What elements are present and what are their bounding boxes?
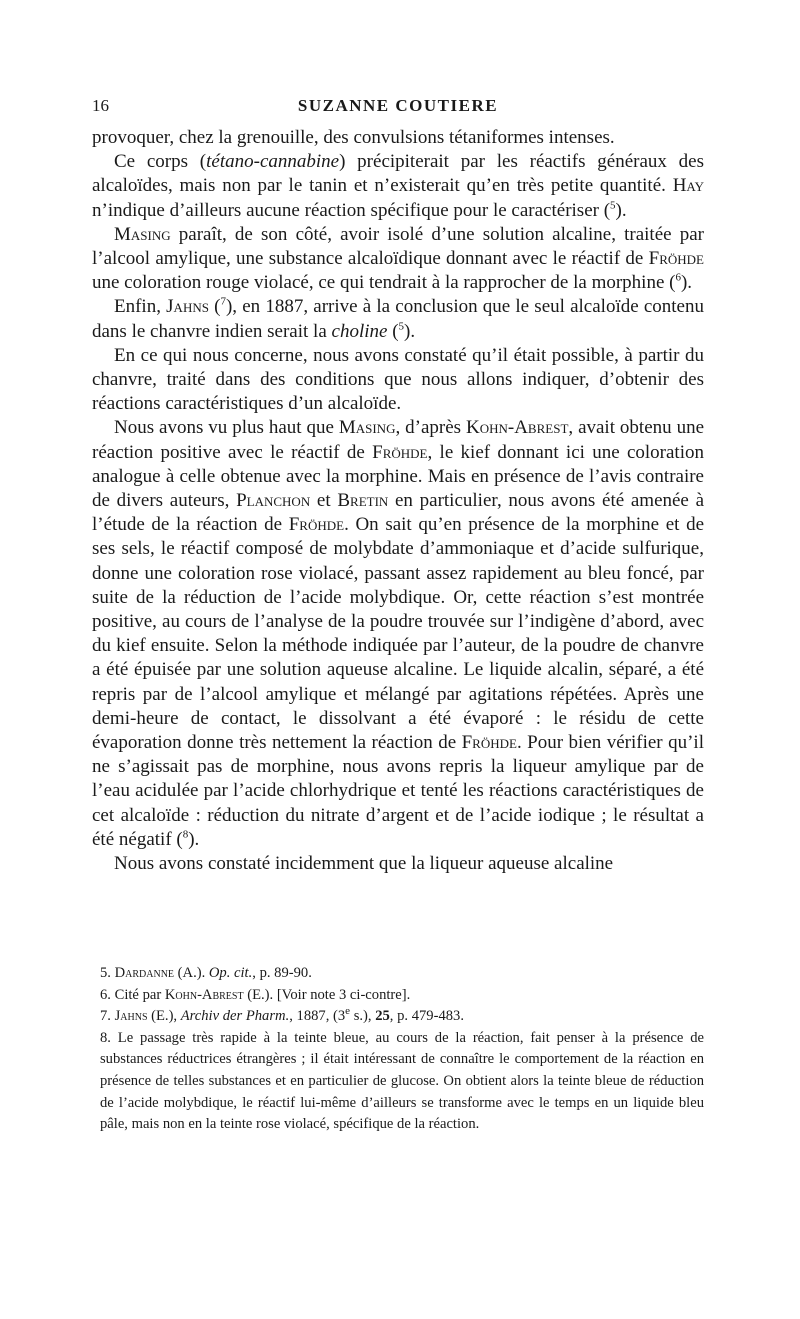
paragraph: Masing paraît, de son côté, avoir isolé d’une solution alcaline, traitée par l’alcool amylique, une substance alcaloïdique donnant avec le réactif de Fröhde une coloration rouge violacé, ce qui tendrait à la rapprocher de la morphine ($^6$).	[92, 223, 704, 294]
footnote-8: 8. Le passage très rapide à la teinte bleue, au cours de la réaction, fait penser à la présence de substances réductrices étrangères ; il était intéressant de connaître le comportement de la réaction en présence de telles substances et en particulier de glucose. On obtient alors la teinte bleue de réduction de l’acide molybdique, le réactif lui-même d’ailleurs se transforme avec le temps en un liquide bleu pâle, mais non en la teinte rose violacé, spécifique de la réaction.	[100, 1029, 704, 1133]
footnote-ref: 6	[675, 271, 681, 284]
paragraph: En ce qui nous concerne, nous avons constaté qu’il était possible, à partir du chanvre, traité dans des conditions que nous allons indiquer, d’obtenir des réactions caractéristiques d’un alcaloïde.	[92, 344, 704, 415]
author-name: Jahns	[114, 1008, 148, 1025]
author-name: Fröhde	[288, 514, 345, 536]
footnote-ref: 8	[182, 828, 189, 841]
paragraph: Nous avons constaté incidemment que la liqueur aqueuse alcaline	[114, 853, 614, 875]
footnote-7: 7. Jahns (E.), Archiv der Pharm., 1887, (3e s.), 25, p. 479-483.	[100, 1005, 464, 1025]
body-text	[92, 126, 704, 876]
footnote-5: 5. Dardanne (A.). Op. cit., p. 89-90.	[100, 965, 312, 981]
footnote-ref: 7	[220, 296, 226, 309]
author-name: Kohn-Abrest	[164, 986, 244, 1003]
author-name: Hay	[672, 175, 704, 197]
footnote-ref: 5	[610, 199, 616, 212]
author-name: Kohn-Abrest	[466, 417, 569, 439]
author-name: Jahns	[166, 296, 209, 318]
author-name: Fröhde	[461, 732, 517, 754]
page-number: 16	[92, 96, 109, 115]
author-name: Fröhde	[372, 441, 428, 463]
author-name: Masing	[114, 223, 171, 245]
paragraph: Enfin, Jahns ($^7$), en 1887, arrive à la conclusion que le seul alcaloïde contenu dans le chanvre indien serait la choline ($^5$).	[92, 296, 704, 342]
footnotes	[100, 963, 704, 1136]
footnote-6: 6. Cité par Kohn-Abrest (E.). [Voir note 3 ci-contre].	[100, 986, 411, 1003]
author-name: Masing	[338, 417, 396, 439]
author-name: Planchon	[236, 490, 311, 512]
author-name: Bretin	[337, 490, 389, 512]
running-head: SUZANNE COUTIERE	[297, 96, 499, 115]
paragraph: provoquer, chez la grenouille, des convulsions tétaniformes intenses.	[92, 127, 615, 148]
author-name: Dardanne	[114, 965, 175, 981]
footnote-ref: 5	[398, 320, 405, 333]
page-header	[92, 96, 704, 120]
paragraph: Nous avons vu plus haut que Masing, d’après Kohn-Abrest, avait obtenu une réaction positive avec le réactif de Fröhde, le kief donnant ici une coloration analogue à celle obtenue avec la morphine. Mais en présence de l’avis contraire de divers auteurs, Planchon et Bretin en particulier, nous avons été amenée à l’étude de la réaction de Fröhde. On sait qu’en présence de la morphine et de ses sels, le réactif composé de molybdate d’ammoniaque et d’acide sulfurique, donne une coloration rose violacé, passant assez rapidement au bleu foncé, par suite de la réduction de l’acide molybdique. Or, cette réaction s’est montrée positive, au cours de l’analyse de la poudre trouvée sur l’indigène d’abord, avec du kief ensuite. Selon la méthode indiquée par l’auteur, de la poudre de chanvre a été épuisée par une solution aqueuse alcaline. Le liquide alcalin, séparé, a été repris par de l’alcool amylique et mélangé par agitations répétées. Après une demi-heure de contact, le dissolvant a été évaporé : le résidu de cette évaporation donne très nettement la réaction de Fröhde. Pour bien vérifier qu’il ne s’agissait pas de morphine, nous avons repris la liqueur amylique par de l’eau acidulée par l’acide chlorhydrique et tenté les réactions caractéristiques de cet alcaloïde : réduction du nitrate d’argent et de l’acide iodique ; le résultat a été négatif ($^8$).	[92, 417, 705, 850]
author-name: Fröhde	[648, 248, 704, 270]
paragraph: Ce corps (tétano-cannabine) précipiterait par les réactifs généraux des alcaloïdes, mais non par le tanin et n’existerait qu’en très petite quantité. Hay n’indique d’ailleurs aucune réaction spécifique pour le caractériser ($^5$).	[92, 151, 704, 221]
